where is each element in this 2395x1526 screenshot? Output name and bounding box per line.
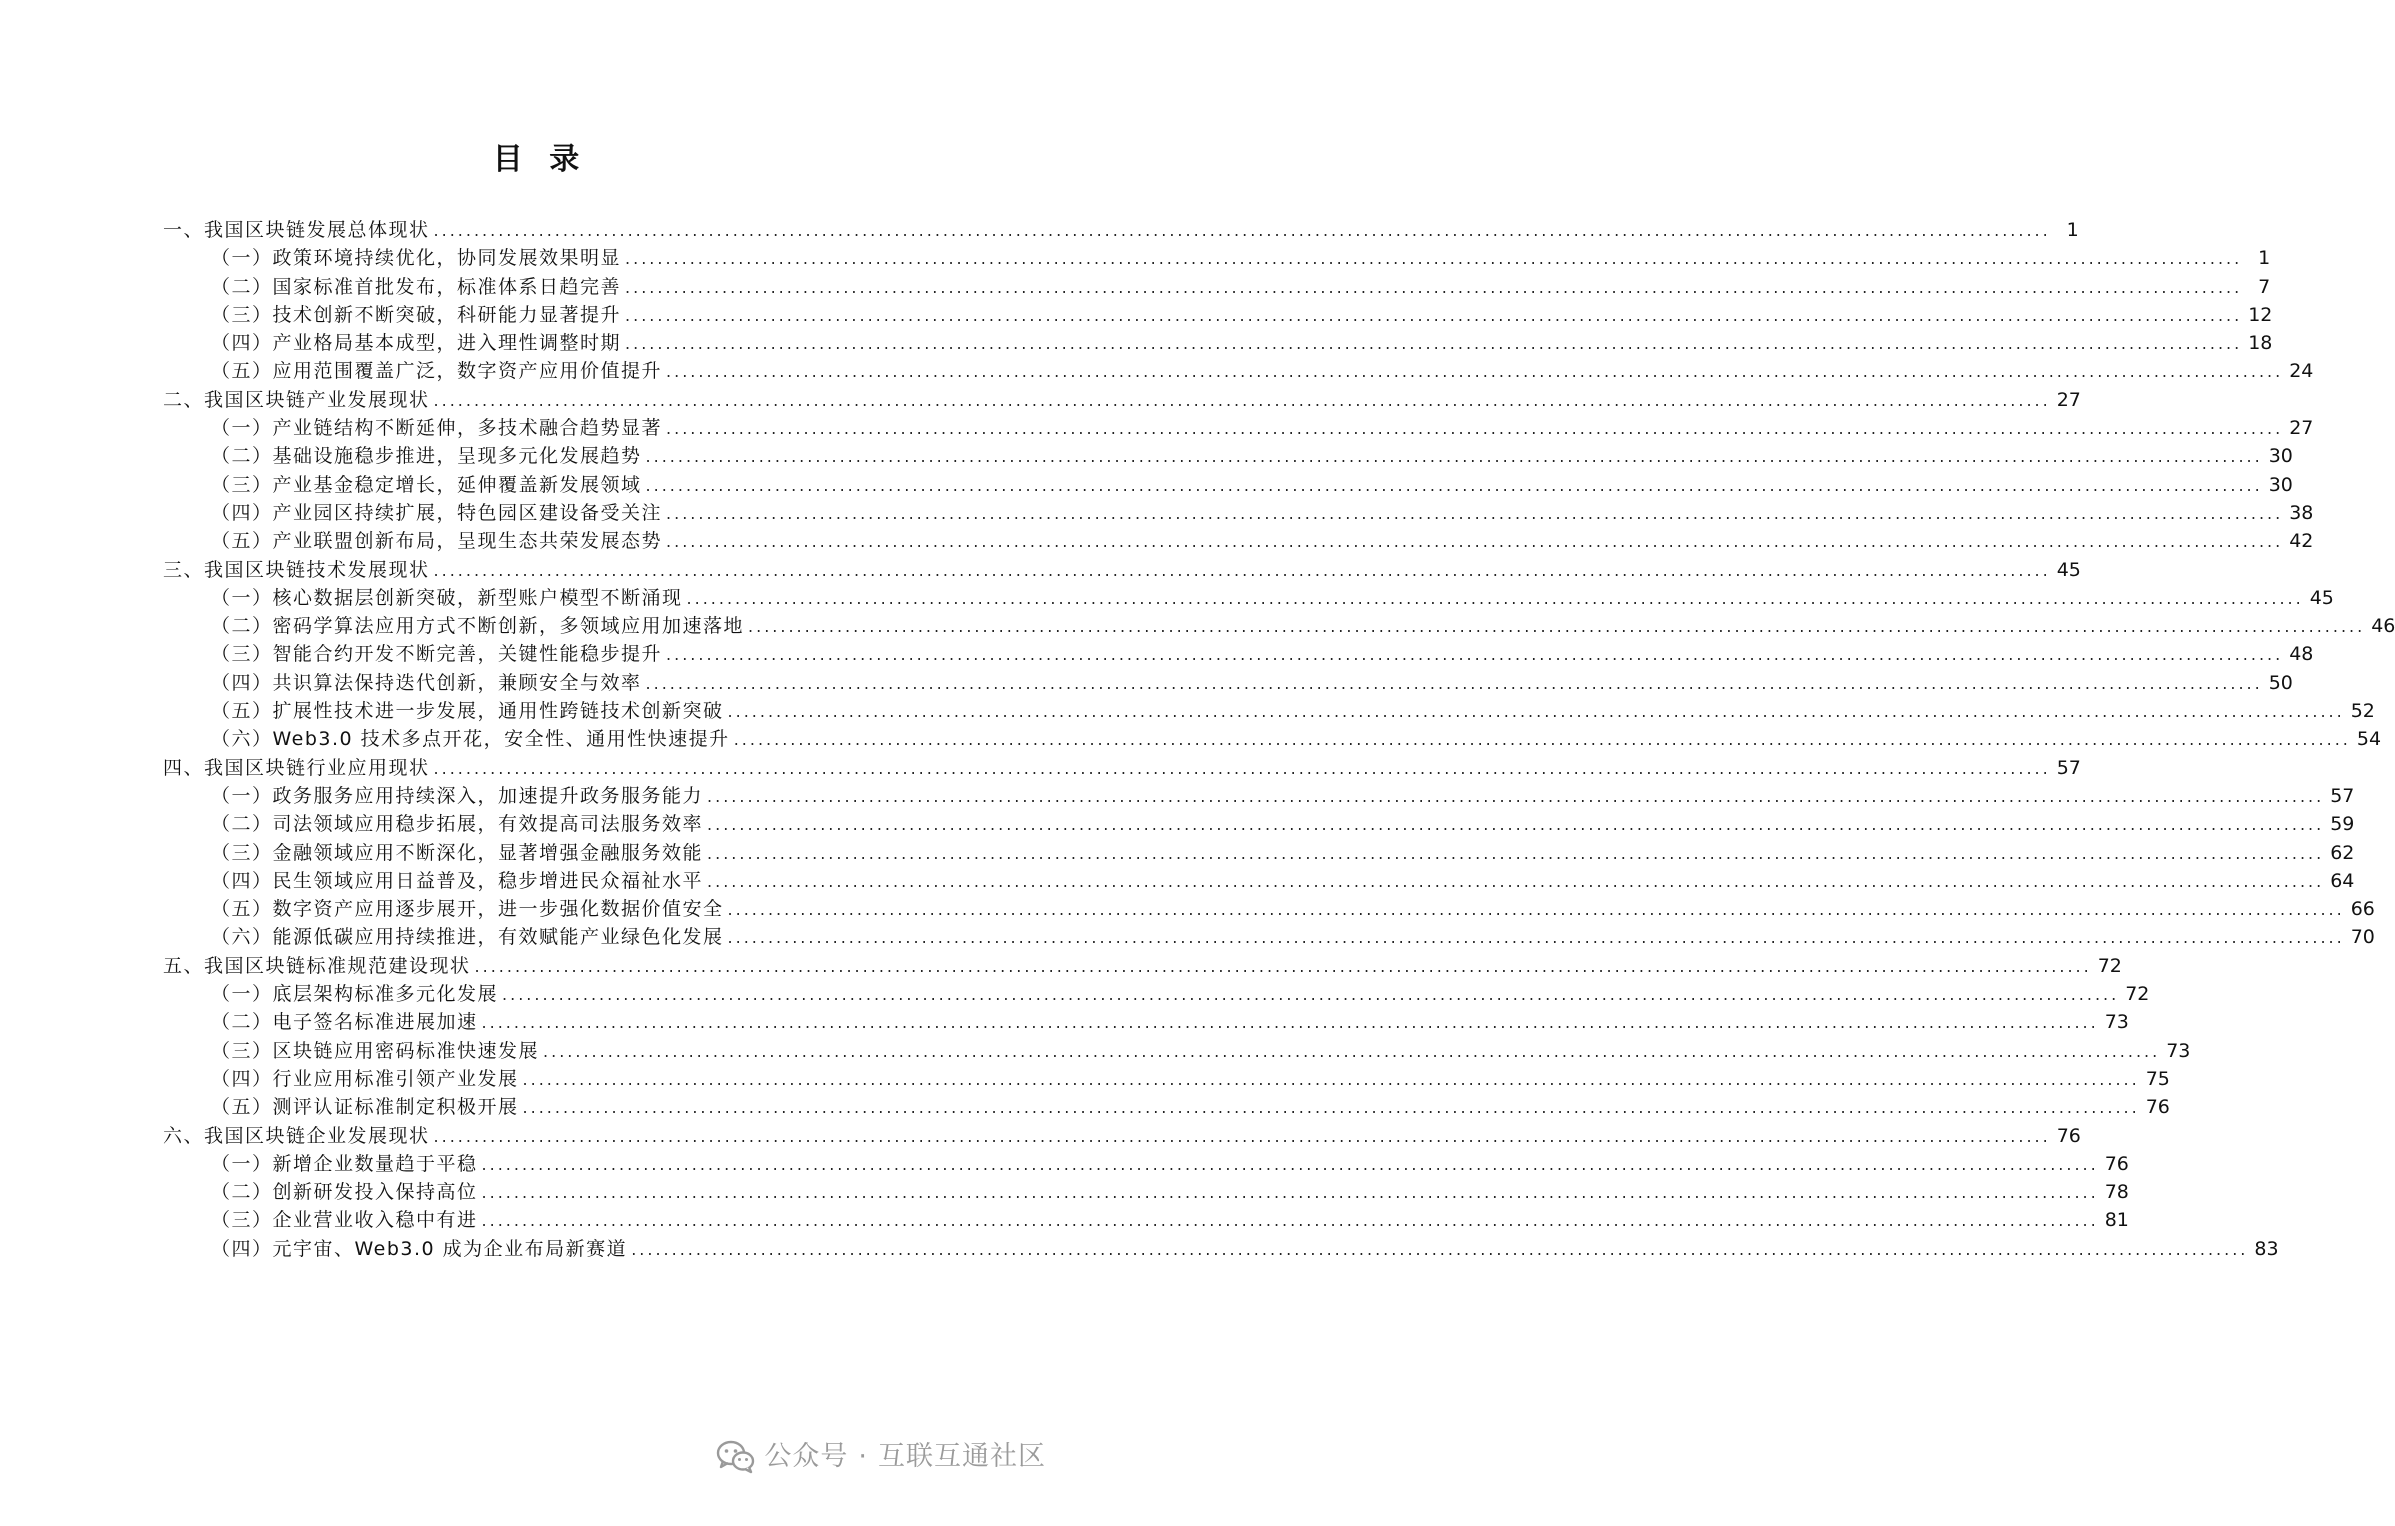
toc-entry-label: （三）区块链应用密码标准快速发展 — [211, 1039, 540, 1062]
toc-entry-label: （二）基础设施稳步推进，呈现多元化发展趋势 — [211, 445, 642, 468]
toc-dot-leader: ........................................................................................................................................................................................................ — [666, 362, 2284, 382]
toc-page-number: 76 — [2145, 1096, 2170, 1119]
toc-entry-label: （二）创新研发投入保持高位 — [211, 1181, 478, 1204]
toc-section[interactable] — [163, 754, 2081, 782]
toc-entry-label: 二、我国区块链产业发展现状 — [163, 388, 430, 411]
toc-page-number: 12 — [2248, 303, 2273, 326]
toc-dot-leader: ........................................................................................................................................................................................................ — [645, 475, 2263, 495]
toc-section[interactable] — [163, 556, 2081, 584]
toc-page-number: 57 — [2330, 784, 2355, 807]
toc-subsection[interactable] — [163, 471, 2293, 499]
toc-entry-label: （五）应用范围覆盖广泛，数字资产应用价值提升 — [211, 360, 663, 383]
toc-dot-leader: ........................................................................................................................................................................................................ — [433, 390, 2051, 410]
watermark — [716, 1440, 1046, 1474]
toc-entry-label: （六）Web3.0 技术多点开花，安全性、通用性快速提升 — [211, 728, 730, 751]
toc-dot-leader: ........................................................................................................................................................................................................ — [522, 1098, 2140, 1118]
toc-section[interactable] — [163, 1122, 2081, 1150]
toc-subsection[interactable] — [163, 1093, 2170, 1121]
toc-page-number: 52 — [2350, 700, 2375, 723]
toc-page-number: 54 — [2356, 728, 2382, 751]
toc-entry-label: （五）产业联盟创新布局，呈现生态共荣发展态势 — [211, 530, 663, 553]
toc-dot-leader: ........................................................................................................................................................................................................ — [433, 221, 2051, 240]
toc-subsection[interactable] — [163, 584, 2334, 612]
toc-entry-label: （五）数字资产应用逐步展开，进一步强化数据价值安全 — [211, 898, 724, 921]
toc-page-number: 70 — [2350, 926, 2375, 949]
toc-entry-label: （四）民生领域应用日益普及，稳步增进民众福祉水平 — [211, 869, 704, 892]
toc-entry-label: （一）底层架构标准多元化发展 — [211, 983, 499, 1006]
toc-dot-leader: ........................................................................................................................................................................................................ — [543, 1041, 2161, 1061]
wechat-icon — [716, 1440, 756, 1474]
toc-dot-leader: ........................................................................................................................................................................................................ — [481, 1211, 2099, 1231]
toc-dot-leader: ........................................................................................................................................................................................................ — [707, 786, 2325, 806]
toc-subsection[interactable] — [163, 1150, 2129, 1178]
toc-page-number: 72 — [2125, 983, 2150, 1006]
toc-page-number: 24 — [2289, 360, 2314, 383]
toc-subsection[interactable] — [163, 1235, 2279, 1263]
toc-page-number: 7 — [2258, 275, 2271, 298]
toc-entry-label: （六）能源低碳应用持续推进，有效赋能产业绿色化发展 — [211, 926, 724, 949]
toc-entry-label: （一）政务服务应用持续深入，加速提升政务服务能力 — [211, 784, 704, 807]
toc-dot-leader: ........................................................................................................................................................................................................ — [645, 447, 2263, 467]
toc-dot-leader: ........................................................................................................................................................................................................ — [625, 277, 2243, 297]
toc-entry-label: （一）政策环境持续优化，协同发展效果明显 — [211, 247, 622, 270]
toc-entry-label: （三）企业营业收入稳中有进 — [211, 1209, 478, 1232]
toc-dot-leader: ........................................................................................................................................................................................................ — [631, 1239, 2249, 1259]
toc-entry-label: （一）产业链结构不断延伸，多技术融合趋势显著 — [211, 417, 663, 440]
toc-dot-leader: ........................................................................................................................................................................................................ — [474, 956, 2092, 976]
toc-subsection[interactable] — [163, 329, 2273, 357]
toc-dot-leader: ........................................................................................................................................................................................................ — [707, 843, 2325, 863]
toc-subsection[interactable] — [163, 442, 2293, 470]
toc-dot-leader: ........................................................................................................................................................................................................ — [433, 560, 2051, 580]
toc-subsection[interactable] — [163, 1178, 2129, 1206]
toc-subsection[interactable] — [163, 499, 2314, 527]
toc-page-number: 64 — [2330, 869, 2355, 892]
toc-dot-leader: ........................................................................................................................................................................................................ — [433, 758, 2051, 778]
toc-dot-leader: ........................................................................................................................................................................................................ — [522, 1069, 2140, 1089]
toc-subsection[interactable] — [163, 1206, 2129, 1234]
toc-entry-label: （三）智能合约开发不断完善，关键性能稳步提升 — [211, 643, 663, 666]
toc-page-number: 1 — [2258, 247, 2271, 270]
toc-dot-leader: ........................................................................................................................................................................................................ — [748, 617, 2366, 637]
toc-entry-label: （一）新增企业数量趋于平稳 — [211, 1152, 478, 1175]
toc-page-number: 45 — [2309, 586, 2334, 609]
toc-page-number: 76 — [2056, 1124, 2081, 1147]
toc-dot-leader: ........................................................................................................................................................................................................ — [733, 730, 2351, 750]
toc-page-number: 66 — [2350, 898, 2375, 921]
toc-dot-leader: ........................................................................................................................................................................................................ — [666, 419, 2284, 439]
toc-dot-leader: ........................................................................................................................................................................................................ — [625, 334, 2243, 354]
toc-entry-label: （五）扩展性技术进一步发展，通用性跨链技术创新突破 — [211, 700, 724, 723]
toc-subsection[interactable] — [163, 923, 2375, 951]
toc-entry-label: 六、我国区块链企业发展现状 — [163, 1124, 430, 1147]
toc-entry-label: （二）密码学算法应用方式不断创新，多领域应用加速落地 — [211, 615, 745, 638]
toc-subsection[interactable] — [163, 301, 2273, 329]
toc-subsection[interactable] — [163, 697, 2375, 725]
toc-page-number: 42 — [2289, 530, 2314, 553]
toc-subsection[interactable] — [163, 414, 2314, 442]
toc-entry-label: （四）共识算法保持迭代创新，兼顾安全与效率 — [211, 671, 642, 694]
toc-dot-leader: ........................................................................................................................................................................................................ — [625, 249, 2243, 269]
toc-page-number: 48 — [2289, 643, 2314, 666]
toc-dot-leader: ........................................................................................................................................................................................................ — [502, 985, 2120, 1005]
toc-subsection[interactable] — [163, 244, 2271, 272]
toc-page-number: 78 — [2104, 1181, 2129, 1204]
toc-page-number: 75 — [2145, 1067, 2170, 1090]
toc-subsection[interactable] — [163, 273, 2271, 301]
toc-subsection[interactable] — [163, 669, 2293, 697]
toc-entry-label: （五）测评认证标准制定积极开展 — [211, 1096, 519, 1119]
toc-dot-leader: ........................................................................................................................................................................................................ — [686, 588, 2304, 608]
toc-page-number: 38 — [2289, 501, 2314, 524]
toc-page-number: 73 — [2166, 1039, 2191, 1062]
toc-page-number: 50 — [2268, 671, 2293, 694]
toc-page-number: 46 — [2371, 615, 2395, 638]
toc-subsection[interactable] — [163, 867, 2355, 895]
toc-entry-label: （二）电子签名标准进展加速 — [211, 1011, 478, 1034]
toc-section[interactable] — [163, 216, 2079, 244]
toc-entry-label: （一）核心数据层创新突破，新型账户模型不断涌现 — [211, 586, 683, 609]
toc-entry-label: 三、我国区块链技术发展现状 — [163, 558, 430, 581]
toc-page-number: 57 — [2056, 756, 2081, 779]
toc-page-number: 30 — [2268, 445, 2293, 468]
toc-dot-leader: ........................................................................................................................................................................................................ — [666, 532, 2284, 552]
watermark-separator: · — [858, 1441, 868, 1472]
table-of-contents — [163, 216, 2395, 1263]
toc-entry-label: （三）产业基金稳定增长，延伸覆盖新发展领域 — [211, 473, 642, 496]
toc-dot-leader: ........................................................................................................................................................................................................ — [625, 305, 2243, 325]
toc-page-number: 1 — [2066, 219, 2079, 241]
toc-dot-leader: ........................................................................................................................................................................................................ — [481, 1183, 2099, 1203]
page-title: 目 录 — [492, 142, 588, 177]
toc-entry-label: （四）产业园区持续扩展，特色园区建设备受关注 — [211, 501, 663, 524]
toc-dot-leader: ........................................................................................................................................................................................................ — [481, 1013, 2099, 1033]
toc-dot-leader: ........................................................................................................................................................................................................ — [481, 1154, 2099, 1174]
toc-subsection[interactable] — [163, 357, 2314, 385]
toc-dot-leader: ........................................................................................................................................................................................................ — [645, 673, 2263, 693]
toc-page-number: 72 — [2097, 954, 2122, 977]
toc-page-number: 62 — [2330, 841, 2355, 864]
toc-dot-leader: ........................................................................................................................................................................................................ — [666, 645, 2284, 665]
toc-entry-label: （三）金融领域应用不断深化，显著增强金融服务效能 — [211, 841, 704, 864]
toc-subsection[interactable] — [163, 980, 2150, 1008]
toc-dot-leader: ........................................................................................................................................................................................................ — [727, 928, 2345, 948]
toc-dot-leader: ........................................................................................................................................................................................................ — [433, 1126, 2051, 1146]
toc-subsection[interactable] — [163, 725, 2382, 753]
toc-subsection[interactable] — [163, 895, 2375, 923]
toc-subsection[interactable] — [163, 612, 2395, 640]
toc-page-number: 18 — [2248, 332, 2273, 355]
toc-subsection[interactable] — [163, 1037, 2191, 1065]
toc-page-number: 81 — [2104, 1209, 2129, 1232]
toc-page-number: 76 — [2104, 1152, 2129, 1175]
toc-section[interactable] — [163, 952, 2122, 980]
toc-page-number: 59 — [2330, 813, 2355, 836]
toc-subsection[interactable] — [163, 839, 2355, 867]
toc-dot-leader: ........................................................................................................................................................................................................ — [707, 871, 2325, 891]
toc-section[interactable] — [163, 386, 2081, 414]
watermark-channel: 公众号 — [764, 1441, 849, 1472]
toc-dot-leader: ........................................................................................................................................................................................................ — [727, 900, 2345, 920]
toc-page-number: 27 — [2056, 388, 2081, 411]
toc-entry-label: （三）技术创新不断突破，科研能力显著提升 — [211, 303, 622, 326]
watermark-account: 互联互通社区 — [878, 1441, 1046, 1472]
toc-entry-label: 一、我国区块链发展总体现状 — [163, 219, 430, 241]
toc-entry-label: （四）行业应用标准引领产业发展 — [211, 1067, 519, 1090]
toc-entry-label: （二）国家标准首批发布，标准体系日趋完善 — [211, 275, 622, 298]
toc-subsection[interactable] — [163, 1008, 2129, 1036]
toc-entry-label: 四、我国区块链行业应用现状 — [163, 756, 430, 779]
toc-dot-leader: ........................................................................................................................................................................................................ — [666, 503, 2284, 523]
toc-entry-label: 五、我国区块链标准规范建设现状 — [163, 954, 471, 977]
toc-dot-leader: ........................................................................................................................................................................................................ — [707, 815, 2325, 835]
toc-dot-leader: ........................................................................................................................................................................................................ — [727, 702, 2345, 722]
toc-subsection[interactable] — [163, 810, 2355, 838]
toc-page-number: 45 — [2056, 558, 2081, 581]
toc-entry-label: （四）产业格局基本成型，进入理性调整时期 — [211, 332, 622, 355]
toc-entry-label: （四）元宇宙、Web3.0 成为企业布局新赛道 — [211, 1237, 628, 1260]
toc-subsection[interactable] — [163, 527, 2314, 555]
toc-entry-label: （二）司法领域应用稳步拓展，有效提高司法服务效率 — [211, 813, 704, 836]
toc-page-number: 73 — [2104, 1011, 2129, 1034]
toc-subsection[interactable] — [163, 782, 2355, 810]
toc-page-number: 30 — [2268, 473, 2293, 496]
toc-subsection[interactable] — [163, 1065, 2170, 1093]
toc-subsection[interactable] — [163, 640, 2314, 668]
toc-page-number: 83 — [2254, 1237, 2279, 1260]
toc-page-number: 27 — [2289, 417, 2314, 440]
